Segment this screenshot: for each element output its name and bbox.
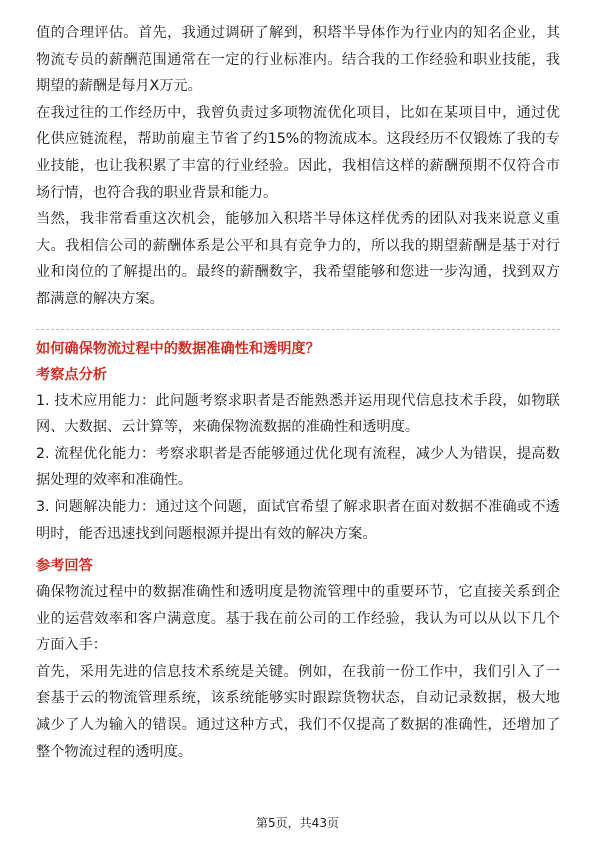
question-title: 如何确保物流过程中的数据准确性和透明度？ bbox=[36, 340, 320, 357]
analysis-label: 考察点分析 bbox=[36, 366, 107, 383]
answer-paragraph-1: 确保物流过程中的数据准确性和透明度是物流管理中的重要环节，它直接关系到企业的运营效率和客户满意度。基于我在前公司的工作经验，我认为可以从以下几个方面入手： bbox=[36, 584, 560, 654]
intro-paragraph-2: 在我过往的工作经历中，我曾负责过多项物流优化项目，比如在某项目中，通过优化供应链流程，帮助前雇主节省了约15%的物流成本。这段经历不仅锻炼了我的专业技能，也让我积累了丰富的行业经验。因此，我相信这样的薪酬预期不仅符合市场行情，也符合我的职业背景和能力。 bbox=[36, 104, 560, 201]
analysis-point-2: 2. 流程优化能力：考察求职者是否能够通过优化现有流程，减少人为错误，提高数据处理的效率和准确性。 bbox=[36, 445, 560, 489]
answer-label: 参考回答 bbox=[36, 558, 93, 575]
answer-paragraph-2: 首先，采用先进的信息技术系统是关键。例如，在我前一份工作中，我们引入了一套基于云的物流管理系统，该系统能够实时跟踪货物状态，自动记录数据，极大地减少了人为输入的错误。通过这种方式，我们不仅提高了数据的准确性，还增加了整个物流过程的透明度。 bbox=[36, 663, 560, 760]
page-content bbox=[36, 20, 560, 765]
intro-paragraph-3: 当然，我非常看重这次机会，能够加入积塔半导体这样优秀的团队对我来说意义重大。我相信公司的薪酬体系是公平和具有竞争力的，所以我的期望薪酬是基于对行业和岗位的了解提出的。最终的薪酬数字，我希望能够和您进一步沟通，找到双方都满意的解决方案。 bbox=[36, 211, 560, 307]
intro-paragraph-1: 值的合理评估。首先，我通过调研了解到，积塔半导体作为行业内的知名企业，其物流专员的薪酬范围通常在一定的行业标准内。结合我的工作经验和职业技能，我期望的薪酬是每月X万元。 bbox=[36, 25, 560, 95]
analysis-point-3: 3. 问题解决能力：通过这个问题，面试官希望了解求职者在面对数据不准确或不透明时，能否迅速找到问题根源并提出有效的解决方案。 bbox=[36, 498, 560, 542]
section-divider bbox=[36, 329, 560, 330]
page-number: 第5页，共43页 bbox=[256, 816, 339, 830]
analysis-point-1: 1. 技术应用能力：此问题考察求职者是否能熟悉并运用现代信息技术手段，如物联网、大数据、云计算等，来确保物流数据的准确性和透明度。 bbox=[36, 392, 560, 436]
